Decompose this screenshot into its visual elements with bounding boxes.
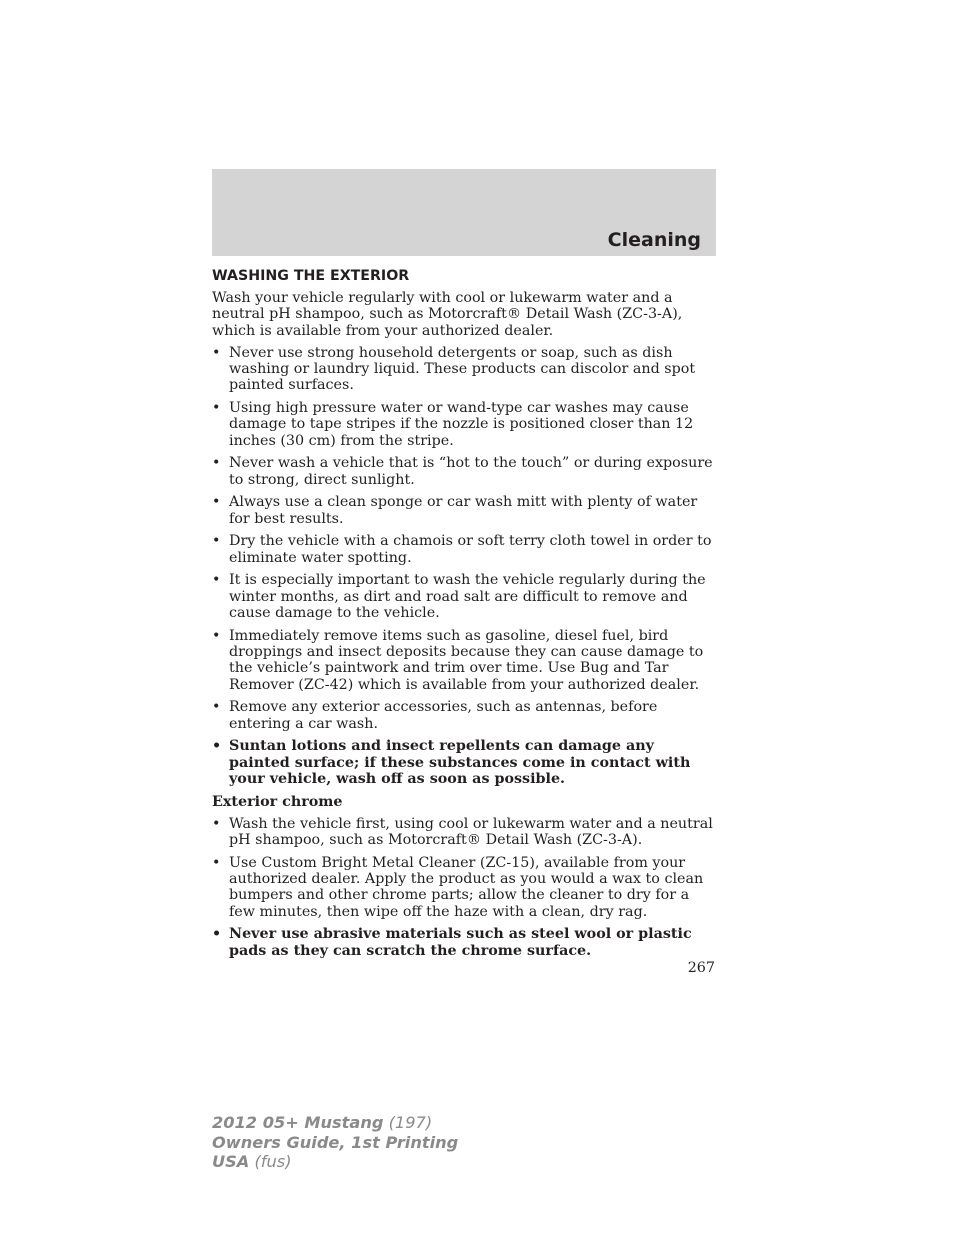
footer-market: USA — [212, 1152, 250, 1171]
list-item-text: Never wash a vehicle that is “hot to the touch” or during exposure to strong, direct sunlight. — [229, 455, 713, 488]
list-item-text: Using high pressure water or wand-type car washes may cause damage to tape stripes if the nozzle is positioned closer than 12 inches (30 cm) from the stripe. — [229, 400, 694, 449]
bullet-icon: • — [212, 455, 221, 472]
bullet-icon: • — [212, 533, 221, 550]
bullet-icon: • — [212, 854, 221, 871]
bullet-icon: • — [212, 926, 222, 943]
list-item-text: Use Custom Bright Metal Cleaner (ZC-15), available from your authorized dealer. Apply the product as you would a wax to clean bumpers and other chrome parts; allow the cleaner to dry for a few minutes, then wipe off the haze with a clean, dry rag. — [229, 854, 704, 920]
footer-model-code: (197) — [383, 1113, 433, 1132]
page-number: 267 — [687, 960, 715, 976]
bullet-icon: • — [212, 344, 221, 361]
bullet-icon: • — [212, 400, 221, 417]
list-item — [212, 699, 718, 732]
list-item — [212, 533, 718, 566]
warning-item — [212, 738, 718, 787]
bullet-icon: • — [212, 738, 222, 755]
section-title: Cleaning — [607, 229, 701, 251]
list-item-text: Wash the vehicle first, using cool or lukewarm water and a neutral pH shampoo, such as Motorcraft® Detail Wash (ZC-3-A). — [229, 815, 713, 849]
footer-market-code: (fus) — [249, 1152, 292, 1171]
list-item — [212, 455, 718, 488]
list-item — [212, 400, 718, 449]
bullet-icon: • — [212, 627, 221, 644]
chrome-heading: Exterior chrome — [212, 793, 343, 810]
list-item-text: Immediately remove items such as gasoline, diesel fuel, bird droppings and insect deposits because they can cause damage to the vehicle’s paintwork and trim over time. Use Bug and Tar Remover (ZC-42) which is available from your authorized dealer. — [229, 627, 704, 693]
list-item — [212, 572, 718, 621]
footer — [212, 1113, 458, 1172]
washing-bullet-list — [212, 345, 718, 787]
list-item — [212, 628, 718, 693]
bullet-icon: • — [212, 699, 221, 716]
warning-text: Suntan lotions and insect repellents can damage any painted surface; if these substances come in contact with your vehicle, wash off as soon as possible. — [229, 738, 691, 787]
footer-line-market — [212, 1152, 458, 1172]
list-item — [212, 855, 718, 920]
washing-heading: WASHING THE EXTERIOR — [212, 268, 410, 284]
warning-text: Never use abrasive materials such as steel wool or plastic pads as they can scratch the chrome surface. — [229, 926, 692, 959]
list-item — [212, 345, 718, 394]
list-item — [212, 494, 718, 527]
list-item-text: Always use a clean sponge or car wash mitt with plenty of water for best results. — [229, 494, 698, 527]
page-content — [212, 268, 718, 965]
footer-line-edition: Owners Guide, 1st Printing — [212, 1132, 459, 1152]
list-item-text: Dry the vehicle with a chamois or soft terry cloth towel in order to eliminate water spotting. — [229, 533, 712, 566]
list-item-text: It is especially important to wash the vehicle regularly during the winter months, as dirt and road salt are difficult to remove and cause damage to the vehicle. — [229, 572, 706, 621]
washing-intro: Wash your vehicle regularly with cool or lukewarm water and a neutral pH shampoo, such as Motorcraft® Detail Wash (ZC-3-A), which is available from your authorized dealer. — [212, 290, 683, 339]
bullet-icon: • — [212, 494, 221, 511]
footer-model: 2012 05+ Mustang — [212, 1113, 384, 1132]
list-item-text: Never use strong household detergents or soap, such as dish washing or laundry liquid. These products can discolor and spot painted surfaces. — [229, 344, 696, 394]
chrome-bullet-list — [212, 816, 718, 959]
section-header-band — [212, 169, 716, 256]
bullet-icon: • — [212, 815, 221, 832]
list-item — [212, 816, 718, 849]
warning-item — [212, 926, 718, 959]
list-item-text: Remove any exterior accessories, such as antennas, before entering a car wash. — [229, 699, 658, 732]
footer-line-model — [212, 1113, 458, 1133]
bullet-icon: • — [212, 572, 221, 589]
